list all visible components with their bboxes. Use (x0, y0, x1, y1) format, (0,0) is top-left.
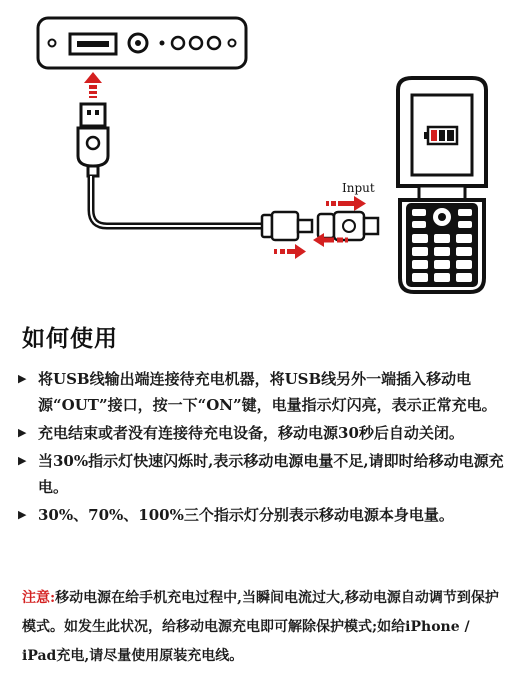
input-arrow-icon (326, 196, 366, 211)
bullet-icon: ▶ (18, 372, 27, 385)
red-arrow-right-icon (274, 244, 306, 259)
bullet-icon: ▶ (18, 454, 27, 467)
phone-side-plug-icon (318, 212, 378, 240)
instruction-text: 当30%指示灯快速闪烁时,表示移动电源电量不足,请即时给移动电源充电。 (38, 452, 504, 496)
note-text: 移动电源在给手机充电过程中,当瞬间电流过大,移动电源自动调节到保护模式。如发生此状况，给移动电源充电即可解除保护模式;如给iPhone / iPad充电,请尽量使用原装充电线。 (22, 590, 499, 664)
power-bank-device (38, 18, 246, 68)
list-item (18, 366, 506, 418)
list-item (18, 420, 506, 446)
usb-plug-icon (78, 104, 108, 176)
list-item (18, 502, 506, 528)
indicator-light (190, 37, 202, 49)
instruction-text: 充电结束或者没有连接待充电设备，移动电源30秒后自动关闭。 (38, 424, 464, 442)
connection-diagram (0, 0, 520, 310)
usb-cable (91, 176, 262, 226)
bullet-icon: ▶ (18, 426, 27, 439)
input-label: Input (342, 181, 375, 195)
note-label: 注意: (22, 590, 56, 606)
indicator-dot (160, 41, 165, 46)
mobile-phone-icon (398, 78, 486, 292)
instruction-text: 将USB线输出端连接待充电机器，将USB线另外一端插入移动电源“OUT”接口，按一下“ON”键，电量指示灯闪亮，表示正常充电。 (38, 370, 497, 414)
list-item (18, 448, 506, 500)
instruction-list (18, 366, 506, 530)
screw-icon (49, 40, 56, 47)
battery-icon (424, 127, 457, 144)
section-title: 如何使用 (22, 326, 118, 352)
bullet-icon: ▶ (18, 508, 27, 521)
note-paragraph (22, 584, 500, 671)
up-arrow-icon (84, 72, 102, 98)
indicator-light (208, 37, 220, 49)
screw-icon (229, 40, 236, 47)
indicator-light (172, 37, 184, 49)
instruction-text: 30%、70%、100%三个指示灯分别表示移动电源本身电量。 (38, 506, 454, 524)
micro-usb-plug-icon (262, 212, 312, 240)
